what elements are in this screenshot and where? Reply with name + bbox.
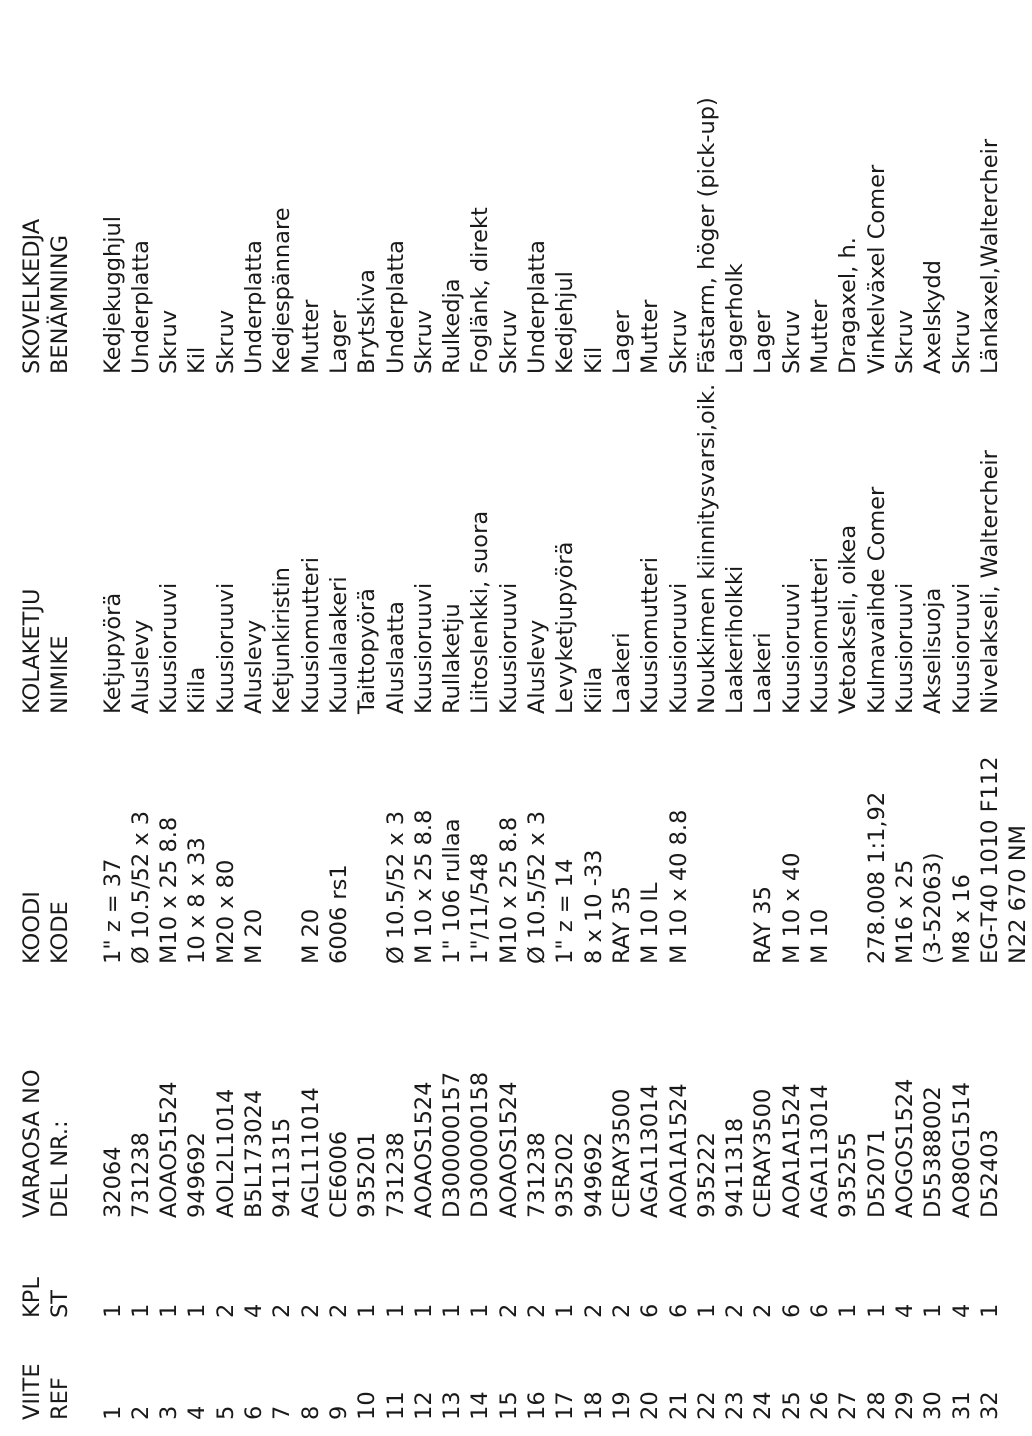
table-cell-ref: 11 [382,1391,409,1420]
table-cell-name: Kuusiomutteri [637,556,664,714]
table-cell-code: M 20 [241,908,268,964]
table-cell-part: D300000157 [439,1071,466,1218]
table-cell-desc: Skruv [891,309,918,374]
table-cell-qty: 1 [127,1303,154,1318]
table-cell-qty: 2 [722,1303,749,1318]
swedish-name-header-title: SKOVELKEDJA [19,218,45,374]
table-cell-desc: Kil [184,346,211,374]
table-cell-name: Kuusiomutteri [807,556,834,714]
table-cell-name: Akselisuoja [920,587,947,714]
table-cell-name: Kuusioruuvi [778,582,805,714]
table-cell-part: AOAOS1524 [410,1081,437,1218]
table-cell-part: 32064 [99,1146,126,1218]
table-cell-ref: 28 [863,1391,890,1420]
table-cell-qty: 2 [495,1303,522,1318]
table-cell-part: AOGOS1524 [891,1078,918,1218]
table-cell-desc: Skruv [495,309,522,374]
table-cell-desc: Skruv [156,309,183,374]
table-cell-code: M 10 IL [637,882,664,964]
table-cell-desc: Skruv [212,309,239,374]
table-cell-qty: 2 [524,1303,551,1318]
swedish-name-column [18,4,1004,374]
table-cell-name: Aluslevy [524,619,551,714]
table-cell-part: B5L173024 [241,1089,268,1218]
table-cell-desc: Skruv [778,309,805,374]
table-cell-desc: Underplatta [524,240,551,374]
table-cell-qty: 2 [297,1303,324,1318]
table-cell-part: AOA1A1524 [665,1083,692,1218]
table-cell-code: 8 x 10 -33 [580,849,607,964]
table-cell-ref: 3 [156,1405,183,1420]
table-cell-qty: 1 [693,1303,720,1318]
table-cell-desc: Underplatta [127,240,154,374]
table-cell-part: 731238 [382,1132,409,1218]
finnish-name-header: NIMIKE [47,635,74,714]
table-cell-ref: 19 [608,1391,635,1420]
table-cell-desc: Rulkedja [439,278,466,374]
part-number-header-sv: DEL NR.: [47,1120,74,1218]
table-cell-part: AGL111014 [297,1087,324,1218]
table-cell-name: Ketjunkiristin [269,567,296,714]
table-cell-name: Kuulalaakeri [325,576,352,714]
table-cell-desc: Lagerholk [722,263,749,374]
table-cell-qty: 2 [750,1303,777,1318]
table-cell-name: Aluslevy [241,619,268,714]
table-cell-qty: 6 [665,1303,692,1318]
table-cell-part: 731238 [127,1132,154,1218]
table-cell-code: M10 x 25 8.8 [156,816,183,964]
code-header-fi: KOODI [19,891,45,964]
table-cell-desc: Underplatta [382,240,409,374]
table-cell-name: Taittopyörä [354,588,381,714]
table-cell-desc: Axelskydd [920,260,947,374]
table-cell-code: 6006 rs1 [325,864,352,964]
table-cell-name: Kulmavaihde Comer [863,486,890,714]
table-cell-desc: Mutter [637,299,664,374]
code-header-sv: KODE [47,901,74,964]
table-cell-qty: 1 [976,1303,1003,1318]
table-cell-desc: Kil [580,346,607,374]
table-cell-name: Kuusioruuvi [665,582,692,714]
table-cell-qty: 1 [184,1303,211,1318]
table-cell-qty: 4 [948,1303,975,1318]
table-cell-part: 731238 [524,1132,551,1218]
table-cell-qty: 6 [807,1303,834,1318]
table-cell-qty: 1 [467,1303,494,1318]
table-cell-part: D52071 [863,1129,890,1218]
table-cell-ref: 7 [269,1405,296,1420]
table-cell-part: 9411318 [722,1117,749,1218]
table-cell-desc: Länkaxel,Waltercheir [976,138,1003,374]
table-cell-code [721,724,749,964]
table-cell-code: Ø 10.5/52 x 3 [382,810,409,964]
table-cell-ref: 6 [241,1405,268,1420]
table-cell-code: 1" z = 37 [99,858,126,964]
table-cell-ref: 23 [722,1391,749,1420]
table-cell-code: M10 x 25 8.8 [495,816,522,964]
table-cell-name: Kiila [580,666,607,714]
table-cell-code [268,724,296,964]
table-cell-code: EG-T40 1010 F112 N22 670 NM [976,756,1032,964]
table-cell-name: Kuusioruuvi [495,582,522,714]
code-column [18,724,1032,964]
table-cell-qty: 1 [354,1303,381,1318]
table-cell-name: Ketjupyörä [99,592,126,714]
table-cell-code: M20 x 80 [212,859,239,964]
table-cell-name: Kuusioruuvi [212,582,239,714]
table-cell-name: Kuusioruuvi [410,582,437,714]
table-cell-qty: 1 [863,1303,890,1318]
table-cell-name: Laakeri [750,632,777,714]
table-cell-name: Laakeri [608,632,635,714]
table-cell-qty: 2 [212,1303,239,1318]
table-cell-qty: 4 [241,1303,268,1318]
table-cell-name: Laakeriholkki [722,565,749,714]
table-cell-part: D52403 [976,1129,1003,1218]
table-cell-ref: 17 [552,1391,579,1420]
table-cell-ref: 24 [750,1391,777,1420]
table-cell-code [693,724,721,964]
table-cell-ref: 14 [467,1391,494,1420]
table-cell-ref: 22 [693,1391,720,1420]
finnish-name-column [18,374,1004,714]
swedish-name-header: BENÄMNING [47,234,74,374]
table-cell-qty: 6 [778,1303,805,1318]
table-cell-ref: 21 [665,1391,692,1420]
table-cell-ref: 4 [184,1405,211,1420]
table-cell-code: 1" z = 14 [552,858,579,964]
table-cell-name: Aluslaatta [382,601,409,714]
table-cell-ref: 15 [495,1391,522,1420]
ref-column [18,1330,1004,1420]
table-cell-part: 9411315 [269,1117,296,1218]
table-cell-desc: Fästarm, höger (pick-up) [693,97,720,374]
table-cell-part: AOAOS1524 [495,1081,522,1218]
table-cell-part: CE6006 [325,1130,352,1218]
table-cell-code: 10 x 8 x 33 [184,837,211,964]
table-cell-desc: Skruv [410,309,437,374]
table-cell-name: Aluslevy [127,619,154,714]
table-cell-desc: Kedjehjul [552,271,579,374]
table-cell-part: AOA1A1524 [778,1083,805,1218]
finnish-name-header-title: KOLAKETJU [19,588,45,714]
table-cell-ref: 18 [580,1391,607,1420]
table-cell-code: 1" 106 rullaa [439,818,466,964]
table-cell-qty: 1 [156,1303,183,1318]
table-cell-qty: 2 [269,1303,296,1318]
table-cell-ref: 9 [325,1405,352,1420]
table-cell-ref: 27 [835,1391,862,1420]
table-cell-code [834,724,862,964]
table-cell-ref: 5 [212,1405,239,1420]
table-cell-name: Rullaketju [439,603,466,714]
table-cell-qty: 1 [99,1303,126,1318]
table-cell-code: RAY 35 [750,886,777,964]
part-number-header-fi: VARAOSA NO [19,1069,45,1218]
table-cell-name: Vetoakseli, oikea [835,524,862,714]
table-cell-code: 278.008 1:1,92 [863,791,890,964]
table-cell-ref: 25 [778,1391,805,1420]
table-cell-part: CERAY3500 [608,1088,635,1218]
table-cell-desc: Brytskiva [354,269,381,374]
table-cell-name: Kuusioruuvi [891,582,918,714]
table-cell-code: M 10 x 40 8.8 [665,809,692,964]
ref-header-sv: REF [47,1377,74,1420]
table-cell-desc: Mutter [807,299,834,374]
table-cell-name: Levyketjupyörä [552,541,579,714]
table-cell-part: AOL2L1014 [212,1088,239,1218]
table-cell-ref: 12 [410,1391,437,1420]
table-cell-part: 935255 [835,1132,862,1218]
quantity-header-fi: KPL [19,1277,45,1318]
table-cell-part: 935202 [552,1132,579,1218]
table-cell-part: 935201 [354,1132,381,1218]
quantity-header-sv: ST [47,1289,74,1318]
table-cell-part: AOAO51524 [156,1081,183,1218]
table-cell-ref: 10 [354,1391,381,1420]
table-cell-desc: Mutter [297,299,324,374]
table-cell-desc: Foglänk, direkt [467,207,494,374]
table-cell-code: RAY 35 [608,886,635,964]
quantity-column [18,1228,1004,1318]
table-cell-code: M16 x 25 [891,859,918,964]
table-cell-code: Ø 10.5/52 x 3 [524,810,551,964]
table-cell-ref: 13 [439,1391,466,1420]
table-cell-qty: 6 [637,1303,664,1318]
table-cell-name: Kuusioruuvi [156,582,183,714]
table-cell-desc: Underplatta [241,240,268,374]
table-cell-qty: 1 [410,1303,437,1318]
table-cell-code: M 10 x 40 [778,852,805,964]
table-cell-code: 1"/11/548 [467,852,494,964]
table-cell-desc: Lager [325,310,352,374]
table-cell-qty: 2 [325,1303,352,1318]
table-cell-desc: Lager [608,310,635,374]
table-cell-qty: 1 [835,1303,862,1318]
table-cell-ref: 31 [948,1391,975,1420]
table-cell-ref: 29 [891,1391,918,1420]
table-cell-part: 949692 [580,1132,607,1218]
table-cell-desc: Vinkelväxel Comer [863,164,890,374]
table-cell-ref: 32 [976,1391,1003,1420]
table-cell-desc: Skruv [948,309,975,374]
table-cell-qty: 1 [382,1303,409,1318]
table-cell-code: (3-52063) [920,852,947,964]
table-cell-desc: Kedjespännare [269,207,296,374]
table-cell-name: Noukkimen kiinnitysvarsi,oik. [693,383,720,714]
table-cell-ref: 20 [637,1391,664,1420]
table-cell-ref: 8 [297,1405,324,1420]
table-cell-qty: 1 [552,1303,579,1318]
table-cell-code: M 10 [807,908,834,964]
table-cell-part: D55388002 [920,1086,947,1218]
table-cell-ref: 2 [127,1405,154,1420]
table-cell-desc: Skruv [665,309,692,374]
table-cell-ref: 30 [920,1391,947,1420]
table-cell-code: Ø 10.5/52 x 3 [127,810,154,964]
table-cell-qty: 4 [891,1303,918,1318]
table-cell-part: 935222 [693,1132,720,1218]
table-cell-part: CERAY3500 [750,1088,777,1218]
table-cell-part: AO80G1514 [948,1081,975,1218]
table-cell-part: 949692 [184,1132,211,1218]
table-cell-desc: Kedjekugghjul [99,215,126,374]
table-cell-name: Nivelakseli, Waltercheir [976,450,1003,714]
table-cell-name: Liitoslenkki, suora [467,510,494,714]
table-cell-code: M8 x 16 [948,874,975,964]
table-cell-desc: Lager [750,310,777,374]
table-cell-code: M 20 [297,908,324,964]
ref-header-fi: VIITE [19,1363,45,1420]
table-cell-qty: 2 [580,1303,607,1318]
table-cell-name: Kuusioruuvi [948,582,975,714]
table-cell-part: D300000158 [467,1071,494,1218]
table-cell-name: Kuusiomutteri [297,556,324,714]
table-cell-part: AGA113014 [807,1084,834,1218]
table-cell-ref: 1 [99,1405,126,1420]
part-number-column [18,978,1004,1218]
table-cell-name: Kiila [184,666,211,714]
table-cell-qty: 1 [439,1303,466,1318]
table-cell-desc: Dragaxel, h. [835,237,862,374]
table-cell-qty: 2 [608,1303,635,1318]
table-cell-qty: 1 [920,1303,947,1318]
table-cell-ref: 26 [807,1391,834,1420]
table-cell-ref: 16 [524,1391,551,1420]
table-cell-code [353,724,381,964]
table-cell-part: AGA113014 [637,1084,664,1218]
table-cell-code: M 10 x 25 8.8 [410,809,437,964]
